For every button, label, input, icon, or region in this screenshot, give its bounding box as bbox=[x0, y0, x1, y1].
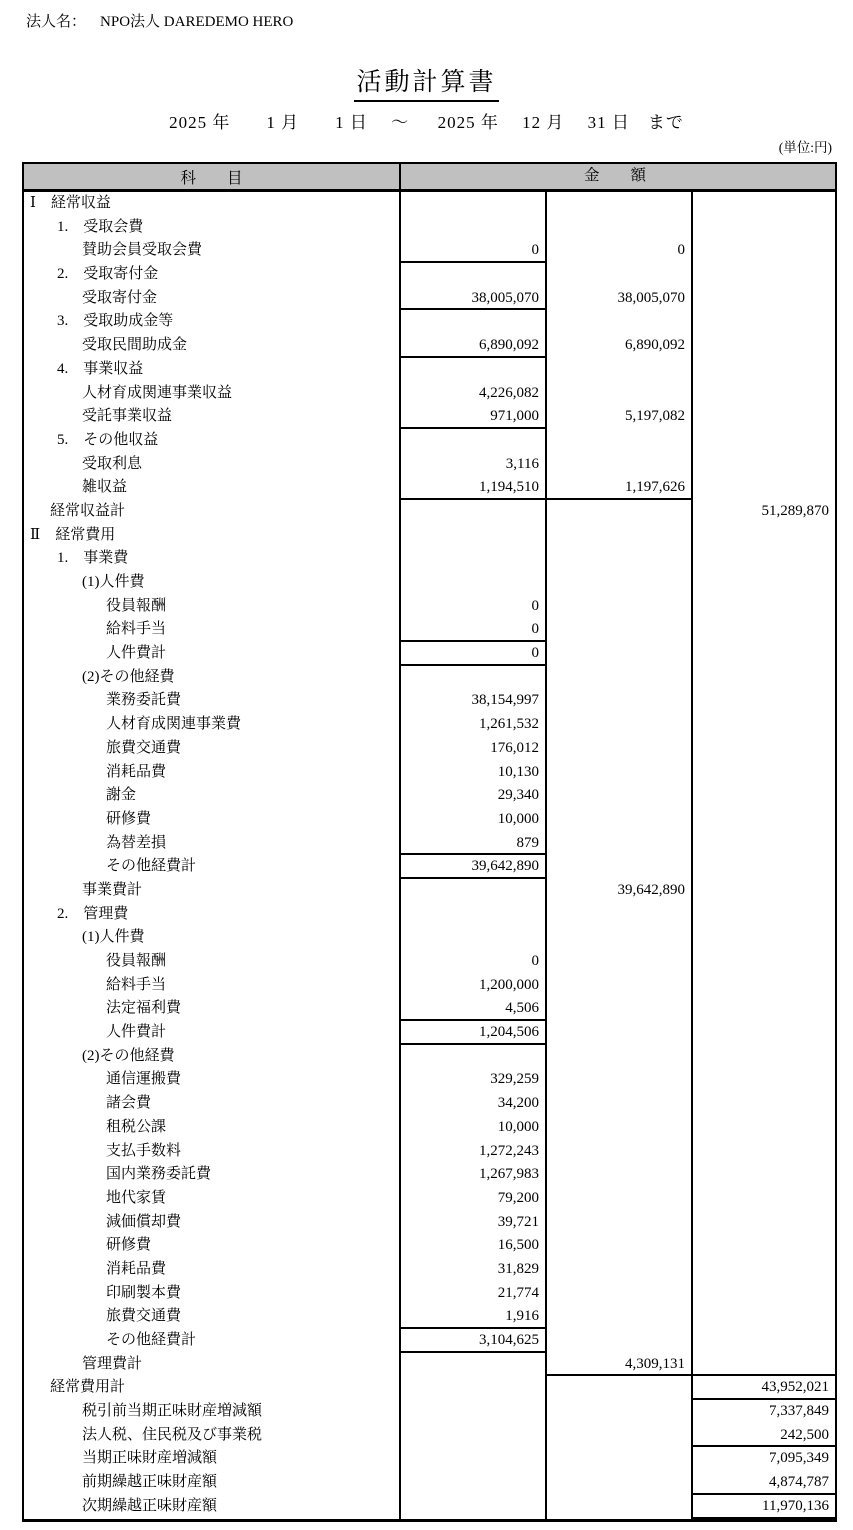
amount-cell-3 bbox=[691, 1329, 835, 1353]
subject-cell: 法定福利費 bbox=[106, 1000, 182, 1017]
amount-cell-3 bbox=[691, 239, 835, 263]
table-row bbox=[24, 287, 835, 311]
table-row bbox=[24, 1447, 835, 1471]
table-row bbox=[24, 382, 835, 406]
subject-cell: 税引前当期正味財産増減額 bbox=[82, 1403, 263, 1420]
table-row bbox=[24, 571, 835, 595]
amount-cell-3 bbox=[691, 334, 835, 358]
amount-cell-2 bbox=[545, 1471, 691, 1495]
amount-cell-3 bbox=[691, 1187, 835, 1211]
amount-cell-1: 879 bbox=[399, 832, 545, 856]
amount-cell-2 bbox=[545, 216, 691, 240]
table-row bbox=[24, 524, 835, 548]
amount-cell-1 bbox=[399, 1376, 545, 1400]
amount-cell-1 bbox=[399, 1447, 545, 1471]
amount-cell-1: 10,000 bbox=[399, 808, 545, 832]
amount-cell-2 bbox=[545, 1187, 691, 1211]
table-row bbox=[24, 405, 835, 429]
amount-cell-2 bbox=[545, 1045, 691, 1069]
amount-cell-1: 3,116 bbox=[399, 453, 545, 477]
table-row bbox=[24, 997, 835, 1021]
amount-cell-2 bbox=[545, 571, 691, 595]
subject-cell: 2. 受取寄付金 bbox=[57, 266, 159, 283]
amount-cell-2: 38,005,070 bbox=[545, 287, 691, 311]
amount-cell-2 bbox=[545, 926, 691, 950]
amount-cell-2 bbox=[545, 453, 691, 477]
amount-cell-1 bbox=[399, 571, 545, 595]
amount-cell-2: 0 bbox=[545, 239, 691, 263]
amount-cell-1: 31,829 bbox=[399, 1258, 545, 1282]
subject-cell: 旅費交通費 bbox=[106, 739, 182, 756]
table-row bbox=[24, 713, 835, 737]
amount-cell-2 bbox=[545, 1163, 691, 1187]
table-row bbox=[24, 1234, 835, 1258]
amount-cell-3 bbox=[691, 689, 835, 713]
amount-cell-2: 1,197,626 bbox=[545, 476, 691, 500]
amount-cell-1: 971,000 bbox=[399, 405, 545, 429]
amount-cell-3 bbox=[691, 216, 835, 240]
amount-cell-2 bbox=[545, 192, 691, 216]
subject-cell: 受託事業収益 bbox=[82, 408, 173, 425]
subject-cell: 前期繰越正味財産額 bbox=[82, 1474, 218, 1491]
table-row bbox=[24, 1329, 835, 1353]
table-row bbox=[24, 453, 835, 477]
amount-cell-1: 1,272,243 bbox=[399, 1140, 545, 1164]
table-row bbox=[24, 1305, 835, 1329]
table-row bbox=[24, 1187, 835, 1211]
subject-cell: 人件費計 bbox=[106, 645, 167, 662]
amount-cell-2 bbox=[545, 1447, 691, 1471]
amount-cell-1: 1,261,532 bbox=[399, 713, 545, 737]
amount-cell-2 bbox=[545, 382, 691, 406]
amount-cell-1: 38,005,070 bbox=[399, 287, 545, 311]
table-row bbox=[24, 666, 835, 690]
amount-cell-3 bbox=[691, 1163, 835, 1187]
amount-cell-1 bbox=[399, 1045, 545, 1069]
subject-cell: 3. 受取助成金等 bbox=[57, 313, 174, 330]
table-row bbox=[24, 1163, 835, 1187]
amount-cell-1 bbox=[399, 524, 545, 548]
amount-cell-3 bbox=[691, 855, 835, 879]
amount-cell-1: 4,226,082 bbox=[399, 382, 545, 406]
amount-cell-2 bbox=[545, 808, 691, 832]
amount-cell-2 bbox=[545, 855, 691, 879]
amount-cell-2 bbox=[545, 1305, 691, 1329]
table-row bbox=[24, 1353, 835, 1377]
amount-cell-2 bbox=[545, 310, 691, 334]
table-row bbox=[24, 1140, 835, 1164]
amount-cell-3 bbox=[691, 476, 835, 500]
amount-cell-1: 1,267,983 bbox=[399, 1163, 545, 1187]
subject-cell: 消耗品費 bbox=[106, 763, 167, 780]
period-line: 2025 年 1 月 1 日 ～ 2025 年 12 月 31 日 まで bbox=[169, 113, 684, 132]
amount-cell-3 bbox=[691, 1258, 835, 1282]
amount-cell-2 bbox=[545, 1258, 691, 1282]
amount-cell-1: 3,104,625 bbox=[399, 1329, 545, 1353]
subject-cell: 経常費用計 bbox=[50, 1379, 126, 1396]
subject-cell: 次期繰越正味財産額 bbox=[82, 1497, 218, 1514]
amount-header: 金 額 bbox=[399, 164, 835, 189]
amount-cell-3 bbox=[691, 1045, 835, 1069]
corporation-line bbox=[26, 10, 293, 31]
amount-cell-3 bbox=[691, 1140, 835, 1164]
amount-cell-2 bbox=[545, 997, 691, 1021]
amount-cell-1: 34,200 bbox=[399, 1092, 545, 1116]
subject-cell: 租税公課 bbox=[106, 1118, 167, 1135]
amount-cell-3: 242,500 bbox=[691, 1424, 835, 1448]
subject-cell: 支払手数料 bbox=[106, 1142, 182, 1159]
statement-table bbox=[22, 162, 837, 1522]
table-row bbox=[24, 1211, 835, 1235]
amount-cell-1: 0 bbox=[399, 642, 545, 666]
table-row bbox=[24, 1116, 835, 1140]
table-row bbox=[24, 500, 835, 524]
amount-cell-1: 1,204,506 bbox=[399, 1021, 545, 1045]
amount-cell-1 bbox=[399, 1471, 545, 1495]
table-row bbox=[24, 1471, 835, 1495]
subject-cell: 国内業務委託費 bbox=[106, 1166, 212, 1183]
amount-cell-2 bbox=[545, 713, 691, 737]
amount-cell-1: 0 bbox=[399, 950, 545, 974]
amount-cell-3 bbox=[691, 287, 835, 311]
table-row bbox=[24, 737, 835, 761]
subject-cell: 為替差損 bbox=[106, 834, 167, 851]
amount-cell-1: 1,916 bbox=[399, 1305, 545, 1329]
subject-header: 科 目 bbox=[180, 169, 243, 187]
amount-cell-3: 7,095,349 bbox=[691, 1447, 835, 1471]
amount-cell-1: 0 bbox=[399, 595, 545, 619]
unit-note: (単位:円) bbox=[778, 140, 832, 155]
amount-cell-2 bbox=[545, 1116, 691, 1140]
amount-cell-3: 4,874,787 bbox=[691, 1471, 835, 1495]
amount-cell-2 bbox=[545, 1234, 691, 1258]
amount-cell-1 bbox=[399, 1400, 545, 1424]
table-row bbox=[24, 784, 835, 808]
subject-cell: Ⅰ 経常収益 bbox=[30, 195, 111, 211]
subject-cell: 当期正味財産増減額 bbox=[82, 1450, 218, 1467]
amount-cell-2 bbox=[545, 903, 691, 927]
amount-cell-3 bbox=[691, 1282, 835, 1306]
amount-cell-3 bbox=[691, 571, 835, 595]
amount-cell-2 bbox=[545, 1092, 691, 1116]
amount-cell-1 bbox=[399, 310, 545, 334]
subject-cell: 4. 事業収益 bbox=[57, 360, 144, 377]
amount-cell-3: 7,337,849 bbox=[691, 1400, 835, 1424]
amount-cell-2 bbox=[545, 689, 691, 713]
amount-cell-2 bbox=[545, 1329, 691, 1353]
table-row bbox=[24, 903, 835, 927]
table-row bbox=[24, 1045, 835, 1069]
amount-cell-2 bbox=[545, 642, 691, 666]
table-header-row bbox=[24, 164, 835, 192]
table-row bbox=[24, 689, 835, 713]
amount-cell-2 bbox=[545, 429, 691, 453]
amount-cell-3 bbox=[691, 997, 835, 1021]
table-row bbox=[24, 642, 835, 666]
subject-cell: 雑収益 bbox=[82, 479, 128, 496]
amount-cell-2 bbox=[545, 1140, 691, 1164]
amount-cell-3 bbox=[691, 879, 835, 903]
subject-cell: 受取寄付金 bbox=[82, 289, 158, 306]
table-row bbox=[24, 618, 835, 642]
amount-cell-1: 0 bbox=[399, 239, 545, 263]
amount-cell-2 bbox=[545, 1211, 691, 1235]
subject-cell: その他経費計 bbox=[106, 858, 197, 875]
subject-cell: 賛助会員受取会費 bbox=[82, 242, 203, 259]
subject-cell: 1. 事業費 bbox=[57, 550, 129, 567]
amount-cell-1 bbox=[399, 358, 545, 382]
amount-cell-3 bbox=[691, 666, 835, 690]
amount-cell-2 bbox=[545, 1068, 691, 1092]
amount-cell-3 bbox=[691, 1092, 835, 1116]
amount-cell-1 bbox=[399, 263, 545, 287]
amount-cell-3 bbox=[691, 713, 835, 737]
amount-cell-1: 38,154,997 bbox=[399, 689, 545, 713]
amount-cell-2 bbox=[545, 1400, 691, 1424]
amount-cell-2: 4,309,131 bbox=[545, 1353, 691, 1377]
amount-cell-2 bbox=[545, 666, 691, 690]
amount-cell-2 bbox=[545, 547, 691, 571]
amount-cell-1 bbox=[399, 429, 545, 453]
amount-cell-2 bbox=[545, 1376, 691, 1400]
amount-cell-2 bbox=[545, 1495, 691, 1519]
amount-cell-1: 0 bbox=[399, 618, 545, 642]
amount-cell-3 bbox=[691, 453, 835, 477]
table-row bbox=[24, 1092, 835, 1116]
table-row bbox=[24, 595, 835, 619]
table-row bbox=[24, 263, 835, 287]
amount-cell-2: 5,197,082 bbox=[545, 405, 691, 429]
amount-cell-1 bbox=[399, 192, 545, 216]
table-row bbox=[24, 1376, 835, 1400]
subject-cell: 1. 受取会費 bbox=[57, 218, 144, 235]
amount-cell-3 bbox=[691, 547, 835, 571]
amount-cell-3 bbox=[691, 974, 835, 998]
amount-cell-3 bbox=[691, 1353, 835, 1377]
subject-cell: 印刷製本費 bbox=[106, 1284, 182, 1301]
amount-cell-1 bbox=[399, 1353, 545, 1377]
amount-cell-3 bbox=[691, 1021, 835, 1045]
table-row bbox=[24, 1495, 835, 1519]
subject-cell: 役員報酬 bbox=[106, 953, 167, 969]
amount-cell-2 bbox=[545, 1424, 691, 1448]
subject-cell: 地代家賃 bbox=[106, 1189, 167, 1206]
amount-cell-1: 79,200 bbox=[399, 1187, 545, 1211]
subject-cell: その他経費計 bbox=[106, 1332, 197, 1348]
subject-cell: (2)その他経費 bbox=[82, 668, 175, 685]
amount-cell-2 bbox=[545, 618, 691, 642]
amount-cell-1: 16,500 bbox=[399, 1234, 545, 1258]
amount-cell-1: 10,000 bbox=[399, 1116, 545, 1140]
table-row bbox=[24, 950, 835, 974]
subject-cell: (2)その他経費 bbox=[82, 1047, 175, 1064]
amount-cell-1: 176,012 bbox=[399, 737, 545, 761]
amount-cell-1: 10,130 bbox=[399, 761, 545, 785]
subject-cell: 人件費計 bbox=[106, 1024, 167, 1041]
table-body bbox=[24, 192, 835, 1519]
amount-cell-3 bbox=[691, 926, 835, 950]
amount-cell-3 bbox=[691, 737, 835, 761]
amount-cell-2 bbox=[545, 784, 691, 808]
subject-cell: Ⅱ 経常費用 bbox=[30, 526, 116, 543]
subject-cell: 研修費 bbox=[106, 810, 152, 827]
table-row bbox=[24, 192, 835, 216]
table-row bbox=[24, 1400, 835, 1424]
amount-cell-3 bbox=[691, 405, 835, 429]
subject-cell: 給料手当 bbox=[106, 976, 167, 993]
amount-cell-3: 11,970,136 bbox=[691, 1495, 835, 1519]
amount-cell-1: 329,259 bbox=[399, 1068, 545, 1092]
amount-cell-3 bbox=[691, 1068, 835, 1092]
amount-cell-1 bbox=[399, 547, 545, 571]
table-row bbox=[24, 761, 835, 785]
amount-cell-1 bbox=[399, 666, 545, 690]
amount-cell-3 bbox=[691, 1116, 835, 1140]
amount-cell-1 bbox=[399, 879, 545, 903]
amount-cell-2 bbox=[545, 524, 691, 548]
amount-cell-3 bbox=[691, 903, 835, 927]
amount-cell-3 bbox=[691, 832, 835, 856]
amount-cell-1: 6,890,092 bbox=[399, 334, 545, 358]
amount-cell-2 bbox=[545, 500, 691, 524]
amount-cell-1: 39,642,890 bbox=[399, 855, 545, 879]
amount-cell-3 bbox=[691, 618, 835, 642]
amount-cell-1 bbox=[399, 903, 545, 927]
table-row bbox=[24, 547, 835, 571]
amount-cell-1: 4,506 bbox=[399, 997, 545, 1021]
amount-cell-1: 1,200,000 bbox=[399, 974, 545, 998]
table-row bbox=[24, 974, 835, 998]
table-row bbox=[24, 879, 835, 903]
amount-cell-3 bbox=[691, 263, 835, 287]
amount-cell-3 bbox=[691, 310, 835, 334]
subject-cell: 管理費計 bbox=[82, 1355, 143, 1372]
table-row bbox=[24, 1282, 835, 1306]
amount-cell-2 bbox=[545, 595, 691, 619]
amount-cell-3 bbox=[691, 595, 835, 619]
amount-cell-3 bbox=[691, 950, 835, 974]
amount-cell-3: 43,952,021 bbox=[691, 1376, 835, 1400]
amount-cell-1: 1,194,510 bbox=[399, 476, 545, 500]
subject-cell: 謝金 bbox=[106, 787, 137, 804]
table-row bbox=[24, 832, 835, 856]
table-row bbox=[24, 310, 835, 334]
amount-cell-3 bbox=[691, 429, 835, 453]
subject-cell: 2. 管理費 bbox=[57, 905, 129, 922]
subject-cell: 人材育成関連事業費 bbox=[106, 716, 242, 733]
amount-cell-2 bbox=[545, 1021, 691, 1045]
amount-cell-3 bbox=[691, 1211, 835, 1235]
subject-cell: 経常収益計 bbox=[50, 502, 126, 519]
subject-cell: 事業費計 bbox=[82, 881, 143, 898]
subject-cell: 消耗品費 bbox=[106, 1260, 167, 1277]
subject-cell: 給料手当 bbox=[106, 621, 167, 638]
table-row bbox=[24, 808, 835, 832]
table-row bbox=[24, 216, 835, 240]
subject-cell: 人材育成関連事業収益 bbox=[82, 384, 233, 401]
subject-cell: 役員報酬 bbox=[106, 597, 167, 614]
amount-cell-2 bbox=[545, 737, 691, 761]
subject-cell: 減価償却費 bbox=[106, 1213, 182, 1230]
amount-cell-1: 29,340 bbox=[399, 784, 545, 808]
corporation-label: 法人名： bbox=[26, 14, 87, 30]
amount-cell-3 bbox=[691, 192, 835, 216]
subject-cell: 受取利息 bbox=[82, 455, 143, 472]
amount-cell-2 bbox=[545, 263, 691, 287]
amount-cell-2: 39,642,890 bbox=[545, 879, 691, 903]
subject-cell: 業務委託費 bbox=[106, 692, 182, 709]
amount-cell-3 bbox=[691, 808, 835, 832]
amount-cell-1 bbox=[399, 1424, 545, 1448]
amount-cell-3 bbox=[691, 358, 835, 382]
amount-cell-1 bbox=[399, 926, 545, 950]
amount-cell-2 bbox=[545, 950, 691, 974]
subject-cell: 旅費交通費 bbox=[106, 1308, 182, 1325]
amount-cell-1 bbox=[399, 1495, 545, 1519]
table-row bbox=[24, 1021, 835, 1045]
table-row bbox=[24, 239, 835, 263]
amount-cell-2 bbox=[545, 358, 691, 382]
table-row bbox=[24, 1068, 835, 1092]
subject-cell: 5. その他収益 bbox=[57, 431, 159, 448]
amount-cell-3 bbox=[691, 1234, 835, 1258]
amount-cell-2 bbox=[545, 974, 691, 998]
amount-cell-3 bbox=[691, 524, 835, 548]
corporation-name: NPO法人 DAREDEMO HERO bbox=[100, 14, 294, 30]
table-row bbox=[24, 926, 835, 950]
amount-cell-3 bbox=[691, 642, 835, 666]
table-row bbox=[24, 476, 835, 500]
amount-cell-3: 51,289,870 bbox=[691, 500, 835, 524]
table-row bbox=[24, 334, 835, 358]
amount-cell-1: 21,774 bbox=[399, 1282, 545, 1306]
table-row bbox=[24, 1258, 835, 1282]
table-row bbox=[24, 855, 835, 879]
amount-cell-1: 39,721 bbox=[399, 1211, 545, 1235]
amount-cell-3 bbox=[691, 382, 835, 406]
subject-cell: 研修費 bbox=[106, 1237, 152, 1254]
title-wrap bbox=[0, 62, 853, 102]
subject-cell: 法人税、住民税及び事業税 bbox=[82, 1426, 263, 1443]
amount-cell-2: 6,890,092 bbox=[545, 334, 691, 358]
subject-cell: 通信運搬費 bbox=[106, 1071, 182, 1088]
table-row bbox=[24, 1424, 835, 1448]
amount-cell-2 bbox=[545, 832, 691, 856]
amount-cell-1 bbox=[399, 500, 545, 524]
subject-cell: (1)人件費 bbox=[82, 574, 145, 590]
amount-cell-3 bbox=[691, 784, 835, 808]
amount-cell-2 bbox=[545, 1282, 691, 1306]
amount-cell-2 bbox=[545, 761, 691, 785]
page-title: 活動計算書 bbox=[354, 62, 498, 102]
amount-cell-3 bbox=[691, 761, 835, 785]
table-row bbox=[24, 429, 835, 453]
amount-cell-3 bbox=[691, 1305, 835, 1329]
subject-cell: 受取民間助成金 bbox=[82, 337, 188, 354]
table-row bbox=[24, 358, 835, 382]
subject-cell: 諸会費 bbox=[106, 1095, 152, 1112]
subject-cell: (1)人件費 bbox=[82, 929, 145, 946]
amount-cell-1 bbox=[399, 216, 545, 240]
